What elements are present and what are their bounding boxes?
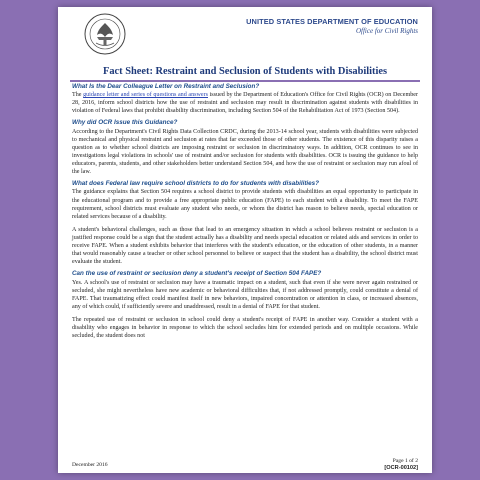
document-body [72, 83, 418, 340]
paragraph-text: issued by the Department of Education's Office for Civil Rights (OCR) on December 28, 2016, inform school districts how the use of restraint and seclusion may result in discrimination against students with disabilities in violation of Federal laws that prohibit disability discrimination, including Section 504 of the Rehabilitation Act of 1973 (Section 504). [72, 92, 418, 115]
footer-page-info [384, 458, 418, 472]
office-name: Office for Civil Rights [355, 27, 418, 35]
section-heading: Why did OCR Issue this Guidance? [72, 119, 178, 127]
paragraph [72, 91, 418, 115]
section-heading: Can the use of restraint or seclusion deny a student's receipt of Section 504 FAPE? [72, 270, 322, 278]
department-name: UNITED STATES DEPARTMENT OF EDUCATION [246, 17, 418, 26]
footer-date: December 2016 [72, 462, 108, 468]
paragraph: The repeated use of restraint or seclusion in school could deny a student's receipt of FAPE in another way. Consider a student with a disability who engages in behavior in response to which the school secludes him for extended periods and on multiple occasions. While secluded, the student does not [72, 316, 418, 340]
paragraph: Yes. A school's use of restraint or seclusion may have a traumatic impact on a student, such that even if she were never again restrained or secluded, she might nevertheless have new academic or behavioral difficulties that, if not addressed promptly, could constitute a denial of FAPE. That traumatizing effect could manifest itself in new behaviors, impaired concentration or attention in class, or increased absences, any of which could, if sufficiently severe and unaddressed, result in a denial of FAPE for that student. [72, 279, 418, 310]
document-code: [OCR-00102] [384, 465, 418, 471]
department-seal-icon [84, 13, 126, 55]
paragraph-text: The [72, 92, 84, 99]
title-divider [70, 80, 420, 82]
department-header [246, 17, 418, 35]
section-heading: What Is the Dear Colleague Letter on Restraint and Seclusion? [72, 83, 260, 90]
document-page [58, 7, 432, 473]
page-number: Page 1 of 2 [392, 458, 418, 464]
section-heading: What does Federal law require school districts to do for students with disabilities? [72, 180, 320, 188]
guidance-link[interactable]: guidance letter and series of questions and answers [83, 92, 208, 99]
paragraph: A student's behavioral challenges, such as those that lead to an emergency situation in which a school believes restraint or seclusion is a justified response could be a sign that the student actually has a disability and needs special education or related aids and services in order to receive FAPE. When a student exhibits behavior that interferes with the student's education, or the education of other students, in a manner that would reasonably cause a teacher or other school personnel to believe or suspect that the student has a disability, the school district must evaluate the student. [72, 226, 418, 266]
page-title: Fact Sheet: Restraint and Seclusion of Students with Disabilities [102, 66, 388, 77]
paragraph: The guidance explains that Section 504 requires a school district to provide students with disabilities an equal opportunity to participate in the educational program and to provide a free appropriate public education (FAPE) to each student with a disability. To meet the FAPE requirement, school districts must evaluate any student who needs, or whom the district has reason to believe needs, special education or related services because of a disability. [72, 189, 418, 220]
paragraph: According to the Department's Civil Rights Data Collection CRDC, during the 2013-14 school year, students with disabilities were subjected to mechanical and physical restraint and seclusion at rates that far exceeded those of other students. The existence of this disparity raises a question as to whether school districts are imposing restraint or seclusion in discriminatory ways. In addition, OCR continues to see in investigations legal violations in schools' use of restraint and/or seclusion for students with disabilities. OCR is issuing the guidance to help educators, parents, students, and other stakeholders better understand Section 504, and how the use of restraint or seclusion may run afoul of the law. [72, 128, 418, 176]
